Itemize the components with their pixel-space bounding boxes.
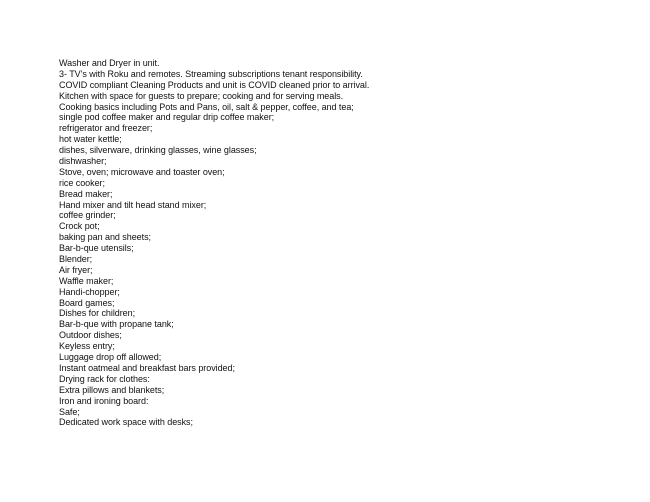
amenity-line: Bar-b-que utensils; — [59, 243, 134, 254]
amenity-line: Safe; — [59, 406, 80, 417]
amenity-line: Blender; — [59, 254, 93, 265]
amenity-line: Bar-b-que with propane tank; — [59, 319, 174, 330]
amenity-line: Keyless entry; — [59, 341, 115, 352]
amenities-list — [59, 58, 619, 428]
amenity-line: Crock pot; — [59, 221, 100, 232]
amenity-line: refrigerator and freezer; — [59, 123, 153, 134]
amenity-line: Handi-chopper; — [59, 286, 120, 297]
amenity-line: Air fryer; — [59, 264, 93, 275]
amenity-line: Washer and Dryer in unit. — [59, 58, 160, 68]
amenity-line: rice cooker; — [59, 177, 105, 188]
amenity-line: single pod coffee maker and regular drip coffee maker; — [59, 112, 275, 123]
amenity-line: baking pan and sheets; — [59, 232, 151, 243]
amenity-line: hot water kettle; — [59, 134, 122, 145]
amenity-line: Dedicated work space with desks; — [59, 417, 193, 428]
amenity-line: Iron and ironing board: — [59, 395, 149, 406]
amenity-line: Drying rack for clothes: — [59, 373, 150, 384]
amenity-line: Kitchen with space for guests to prepare; cooking and for serving meals. — [59, 90, 344, 101]
amenity-line: Extra pillows and blankets; — [59, 384, 165, 395]
amenity-line: Instant oatmeal and breakfast bars provided; — [59, 362, 235, 373]
amenity-line: Waffle maker; — [59, 275, 114, 286]
amenity-line: Outdoor dishes; — [59, 330, 122, 341]
amenity-line: dishwasher; — [59, 156, 107, 167]
amenity-line: Luggage drop off allowed; — [59, 352, 162, 363]
amenity-line: Cooking basics including Pots and Pans, oil, salt & pepper, coffee, and tea; — [59, 101, 354, 112]
amenity-line: Bread maker; — [59, 188, 113, 199]
amenity-line: dishes, silverware, drinking glasses, wine glasses; — [59, 145, 257, 156]
amenity-line: coffee grinder; — [59, 210, 116, 221]
amenity-line: Board games; — [59, 297, 115, 308]
amenity-line: Stove, oven; microwave and toaster oven; — [59, 166, 225, 177]
amenity-line: Dishes for children; — [59, 308, 136, 319]
amenity-line: COVID compliant Cleaning Products and unit is COVID cleaned prior to arrival. — [59, 79, 370, 90]
amenity-line: Hand mixer and tilt head stand mixer; — [59, 199, 207, 210]
amenity-line: 3- TV’s with Roku and remotes. Streaming subscriptions tenant responsibility. — [59, 68, 363, 79]
